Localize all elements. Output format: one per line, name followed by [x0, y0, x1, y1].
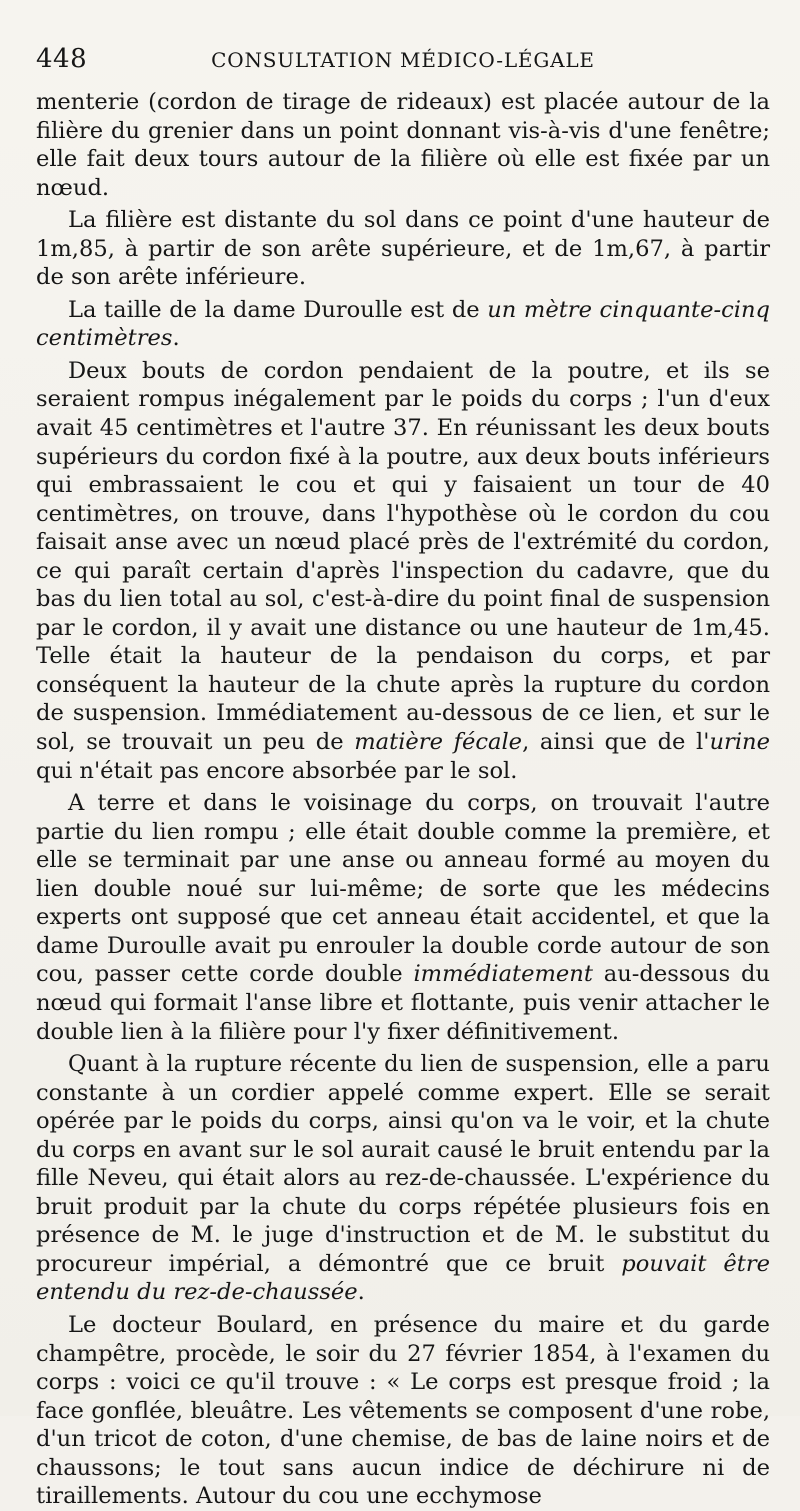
paragraph: [36, 789, 770, 1046]
text-run: Quant à la rupture récente du lien de suspension, elle a paru constante à un cordier appelé comme expert. Elle se serait opérée par le poids du corps, ainsi qu'on va le voir, et la chute du corps en avant sur le sol aurait causé le bruit entendu par la fille Neveu, qui était alors au rez-de-chaussée. L'expérience du bruit produit par la chute du corps répétée plusieurs fois en présence de M. le juge d'instruction et de M. le substitut du procureur impérial, a démontré que ce bruit: [36, 1051, 770, 1277]
paragraph: [36, 357, 770, 785]
paragraph: [36, 296, 770, 353]
running-head: [36, 38, 770, 88]
italic-text: pouvait être entendu du rez-de-chaussée: [36, 1250, 771, 1306]
paragraph: [36, 1311, 770, 1511]
text-run: La taille de la dame Duroulle est de: [68, 296, 488, 323]
text-run: La filière est distante du sol dans ce point d'une hauteur de 1m,85, à partir de son arête supérieure, et de 1m,67, à partir de son arête inférieure.: [36, 207, 770, 291]
italic-text: un mètre cinquante-cinq centimètres: [36, 296, 770, 352]
page-number: 448: [36, 44, 88, 74]
text-run: menterie (cordon de tirage de rideaux) est placée autour de la filière du grenier dans un point donnant vis-à-vis d'une fenêtre; elle fait deux tours autour de la filière où elle est fixée par un nœud.: [36, 89, 770, 201]
text-run: .: [172, 325, 180, 352]
text-run: au-dessous du nœud qui formait l'anse libre et flottante, puis venir attacher le double lien à la filière pour l'y fixer définitivement.: [36, 961, 770, 1045]
text-run: qui n'était pas encore absorbée par le sol.: [36, 757, 518, 784]
italic-text: urine: [709, 729, 770, 756]
italic-text: immédiatement: [413, 961, 593, 988]
body-text: [36, 88, 770, 1511]
text-run: Le docteur Boulard, en présence du maire et du garde champêtre, procède, le soir du 27 février 1854, à l'examen du corps : voici ce qu'il trouve : « Le corps est presque froid ; la face gonflée, bleuâtre. Les vêtements se composent d'une robe, d'un tricot de coton, d'une chemise, de bas de laine noirs et de chaussons; le tout sans aucun indice de déchirure ni de tiraillements. Autour du cou une ecchymose: [36, 1311, 770, 1510]
paragraph: [36, 88, 770, 202]
text-run: , ainsi que de l': [522, 729, 710, 756]
text-run: A terre et dans le voisinage du corps, on trouvait l'autre partie du lien rompu ; elle était double comme la première, et elle se terminait par une anse ou anneau formé au moyen du lien double noué sur lui-même; de sorte que les médecins experts ont supposé que cet anneau était accidentel, et que la dame Duroulle avait pu enrouler la double corde autour de son cou, passer cette corde double: [36, 790, 770, 988]
text-run: .: [357, 1279, 365, 1306]
text-run: Deux bouts de cordon pendaient de la poutre, et ils se seraient rompus inégalement par le poids du corps ; l'un d'eux avait 45 centimètres et l'autre 37. En réunissant les deux bouts supérieurs du cordon fixé à la poutre, aux deux bouts inférieurs qui embrassaient le cou et qui y faisaient un tour de 40 centimètres, on trouve, dans l'hypothèse où le cordon du cou faisait anse avec un nœud placé près de l'extrémité du cordon, ce qui paraît certain d'après l'inspection du cadavre, que du bas du lien total au sol, c'est-à-dire du point final de suspension par le cordon, il y avait une distance ou une hauteur de 1m,45. Telle était la hauteur de la pendaison du corps, et par conséquent la hauteur de la chute après la rupture du cordon de suspension. Immédiatement au-dessous de ce lien, et sur le sol, se trouvait un peu de: [36, 357, 770, 756]
paragraph: [36, 1050, 770, 1307]
italic-text: matière fécale: [354, 729, 523, 756]
running-title: CONSULTATION MÉDICO-LÉGALE: [211, 48, 595, 72]
paragraph: [36, 206, 770, 292]
